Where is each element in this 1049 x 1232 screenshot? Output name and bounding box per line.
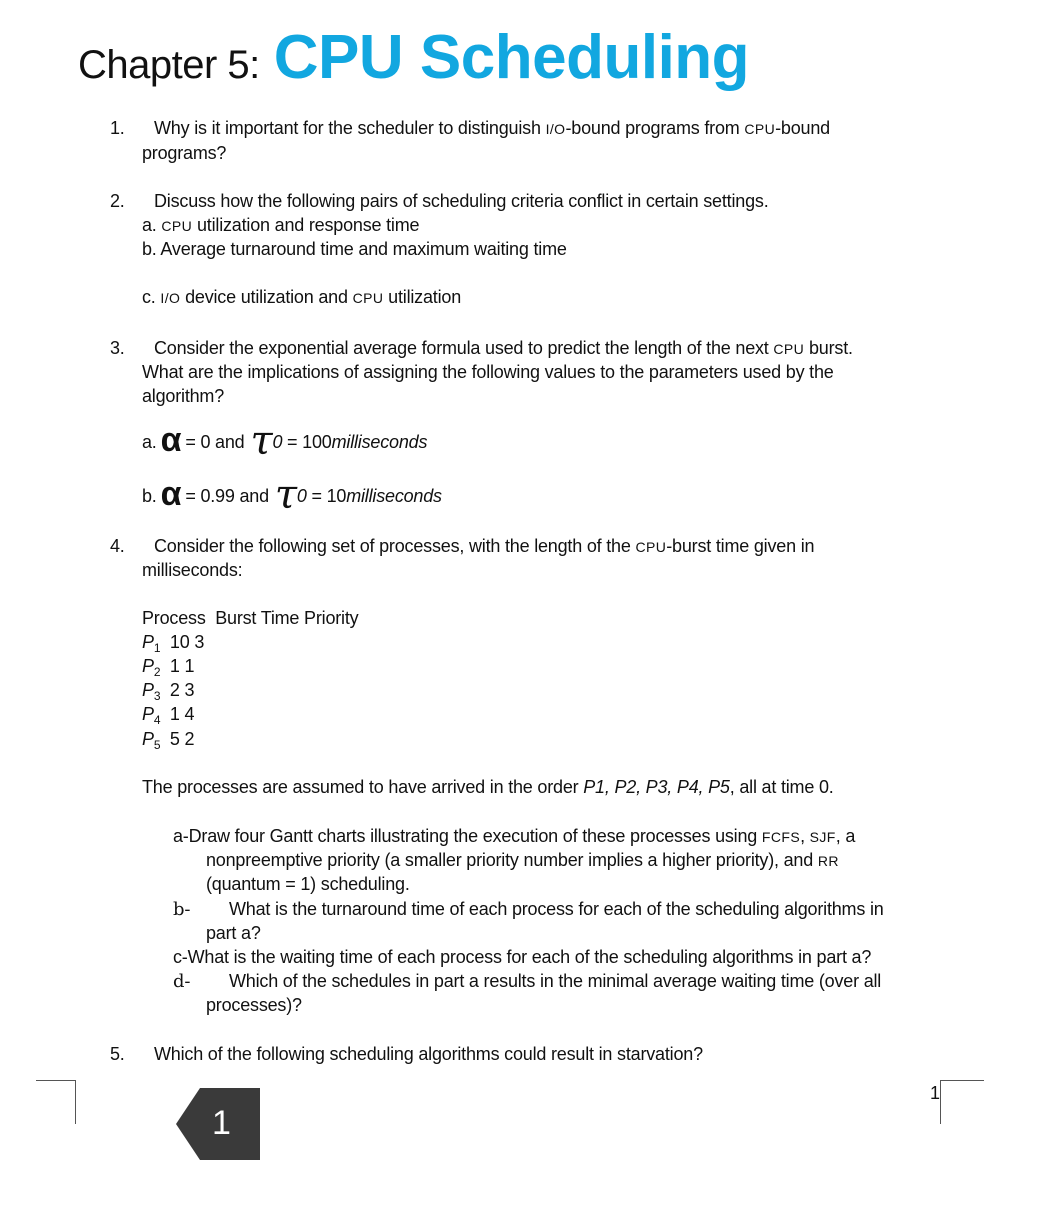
page-title xyxy=(78,22,749,92)
question-number: 1. xyxy=(110,118,125,138)
question-4: 4. Consider the following set of processes, with the length of the CPU-burst time given in xyxy=(110,536,815,556)
question-3-item-b: b. α = 0.99 and τ0 = 10milliseconds xyxy=(142,472,442,518)
chapter-label: Chapter 5: xyxy=(78,43,260,87)
question-number: 3. xyxy=(110,338,125,358)
process-row: $P_4$ 1 4 xyxy=(142,704,195,727)
arrival-statement: The processes are assumed to have arrived in the order P1, P2, P3, P4, P5, all at time 0. xyxy=(142,777,834,797)
question-5: 5. Which of the following scheduling algorithms could result in starvation? xyxy=(110,1044,703,1064)
question-1-line-2: programs? xyxy=(142,143,227,163)
crop-mark-left xyxy=(36,1080,76,1124)
question-number: 5. xyxy=(110,1044,125,1064)
question-1: 1. Why is it important for the scheduler to distinguish I/O-bound programs from CPU-bound xyxy=(110,118,830,138)
question-2-item-b: b. Average turnaround time and maximum waiting time xyxy=(142,239,567,259)
question-number: 4. xyxy=(110,536,125,556)
question-4-line-2: milliseconds: xyxy=(142,560,243,580)
part-d-line-2: processes)? xyxy=(206,995,302,1015)
process-row: $P_1$ 10 3 xyxy=(142,632,205,655)
part-a-line-3: (quantum = 1) scheduling. xyxy=(206,874,410,894)
part-a: a-Draw four Gantt charts illustrating the execution of these processes using FCFS, SJF, a xyxy=(173,826,856,846)
question-3: 3. Consider the exponential average formula used to predict the length of the next CPU burst. xyxy=(110,338,853,358)
question-number: 2. xyxy=(110,191,125,211)
process-table-header: Process Burst Time Priority xyxy=(142,608,359,628)
question-3-item-a: a. α = 0 and τ0 = 100milliseconds xyxy=(142,418,428,464)
question-2-item-c: c. I/O device utilization and CPU utilization xyxy=(142,287,462,307)
question-3-line-3: algorithm? xyxy=(142,386,225,406)
process-row: $P_3$ 2 3 xyxy=(142,680,195,703)
question-2-item-a: a. CPU utilization and response time xyxy=(142,215,420,235)
question-2: 2. Discuss how the following pairs of scheduling criteria conflict in certain settings. xyxy=(110,191,769,211)
tau-symbol: τ xyxy=(250,418,273,464)
part-b-line-2: part a? xyxy=(206,923,261,943)
crop-mark-right xyxy=(940,1080,984,1124)
part-d: d- Which of the schedules in part a results in the minimal average waiting time (over all xyxy=(173,971,882,992)
page-indicator-number: 1 xyxy=(212,1104,231,1142)
tau-symbol: τ xyxy=(274,472,297,518)
alpha-symbol: α xyxy=(160,475,182,513)
question-3-line-2: What are the implications of assigning the following values to the parameters used by the xyxy=(142,362,834,382)
process-row: $P_5$ 5 2 xyxy=(142,729,195,752)
part-c: c-What is the waiting time of each process for each of the scheduling algorithms in part a? xyxy=(173,947,872,967)
part-b: b- What is the turnaround time of each process for each of the scheduling algorithms in xyxy=(173,899,884,920)
alpha-symbol: α xyxy=(160,421,182,459)
part-a-line-2: nonpreemptive priority (a smaller priority number implies a higher priority), and RR xyxy=(206,850,839,870)
process-row: $P_2$ 1 1 xyxy=(142,656,195,679)
chapter-title: CPU Scheduling xyxy=(273,23,750,92)
page-number: 1 xyxy=(930,1083,941,1103)
